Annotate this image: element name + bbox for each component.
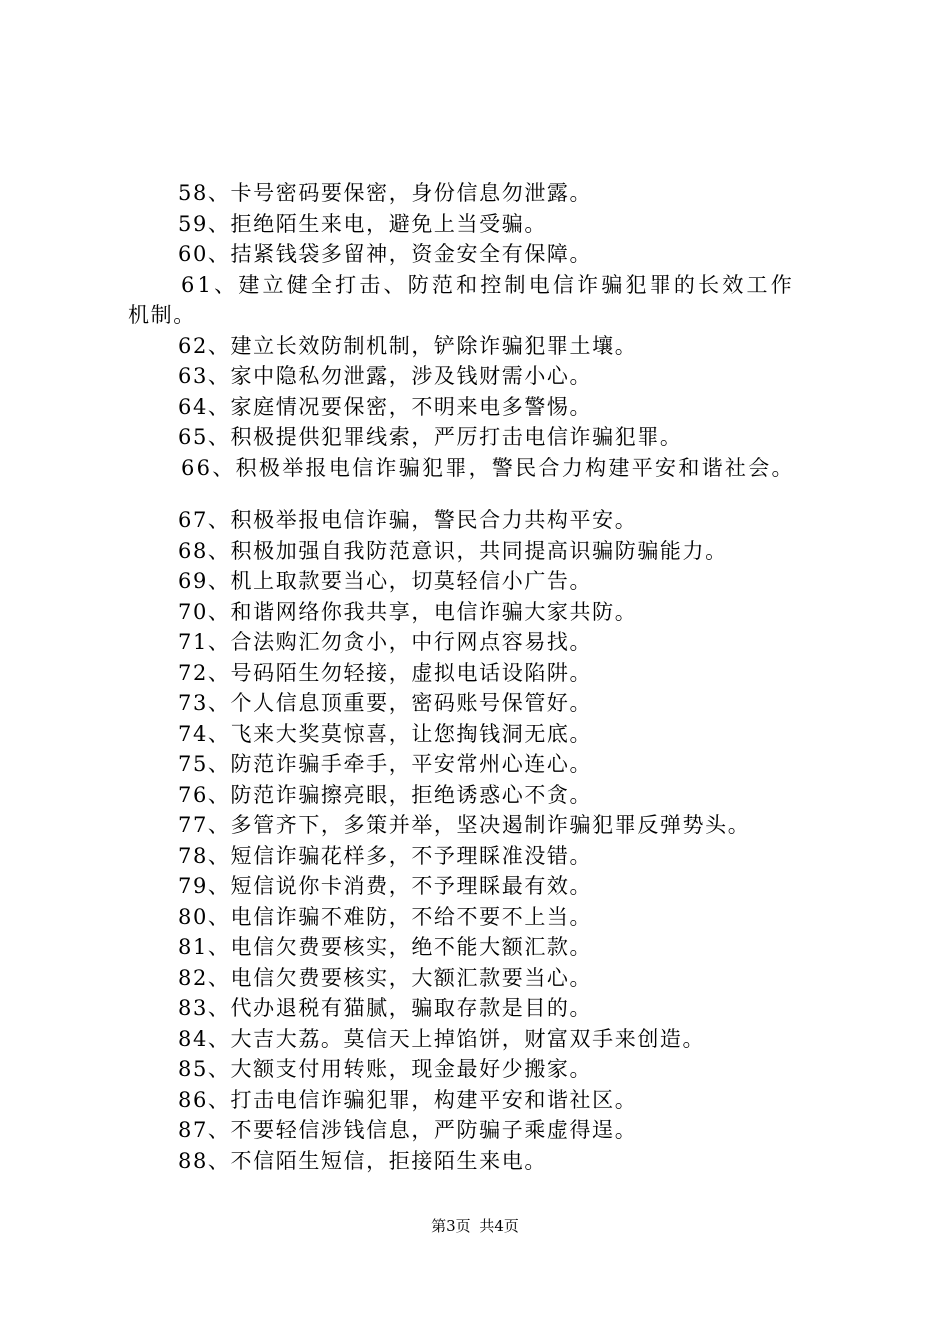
- slogan-list: [0, 178, 950, 1176]
- list-item-continuation: 机制。: [128, 303, 196, 327]
- list-item: 70、和谐网络你我共享，电信诈骗大家共防。: [178, 599, 638, 624]
- list-item: 67、积极举报电信诈骗，警民合力共构平安。: [178, 508, 638, 532]
- list-item: 82、电信欠费要核实，大额汇款要当心。: [178, 965, 593, 990]
- list-item: 68、积极加强自我防范意识，共同提高识骗防骗能力。: [178, 538, 728, 563]
- list-item: 72、号码陌生勿轻接，虚拟电话设陷阱。: [178, 660, 593, 685]
- paragraph-gap: [0, 483, 950, 505]
- list-item: 80、电信诈骗不难防，不给不要不上当。: [178, 904, 593, 929]
- list-item: 60、拮紧钱袋多留神，资金安全有保障。: [178, 242, 593, 266]
- list-item: 63、家中隐私勿泄露，涉及钱财需小心。: [178, 364, 593, 388]
- list-item: 66、积极举报电信诈骗犯罪，警民合力构建平安和谐社会。: [181, 455, 795, 480]
- list-item: 79、短信说你卡消费，不予理睬最有效。: [178, 874, 593, 898]
- list-item: 74、飞来大奖莫惊喜，让您掏钱洞无底。: [178, 721, 593, 746]
- page-total: 共4页: [479, 1217, 519, 1235]
- list-item: 65、积极提供犯罪线索，严厉打击电信诈骗犯罪。: [178, 425, 683, 449]
- list-item: 75、防范诈骗手牵手，平安常州心连心。: [178, 752, 593, 776]
- list-item: 64、家庭情况要保密，不明来电多警惕。: [178, 394, 593, 419]
- list-item: 61、建立健全打击、防范和控制电信诈骗犯罪的长效工作: [181, 272, 795, 297]
- page-footer: [0, 1216, 950, 1236]
- list-item: 59、拒绝陌生来电，避免上当受骗。: [178, 211, 547, 236]
- list-item: 77、多管齐下，多策并举，坚决遏制诈骗犯罪反弹势头。: [178, 813, 751, 837]
- list-item: 76、防范诈骗擦亮眼，拒绝诱惑心不贪。: [178, 782, 593, 807]
- page-number: 第3页: [431, 1217, 471, 1235]
- list-item: 86、打击电信诈骗犯罪，构建平安和谐社区。: [178, 1087, 638, 1112]
- list-item: 62、建立长效防制机制，铲除诈骗犯罪土壤。: [178, 333, 638, 358]
- list-item: 73、个人信息顶重要，密码账号保管好。: [178, 691, 593, 715]
- list-item: 83、代办退税有猫腻，骗取存款是目的。: [178, 996, 593, 1020]
- list-item: 58、卡号密码要保密，身份信息勿泄露。: [178, 181, 593, 205]
- list-item: 88、不信陌生短信，拒接陌生来电。: [178, 1148, 547, 1173]
- list-item: 78、短信诈骗花样多，不予理睬准没错。: [178, 843, 593, 868]
- list-item: 69、机上取款要当心，切莫轻信小广告。: [178, 569, 593, 593]
- list-item: 85、大额支付用转账，现金最好少搬家。: [178, 1057, 593, 1081]
- list-item: 81、电信欠费要核实，绝不能大额汇款。: [178, 935, 593, 959]
- list-item: 84、大吉大荔。莫信天上掉馅饼，财富双手来创造。: [178, 1026, 706, 1051]
- list-item: 87、不要轻信涉钱信息，严防骗子乘虚得逞。: [178, 1118, 638, 1142]
- list-item: 71、合法购汇勿贪小，中行网点容易找。: [178, 630, 593, 654]
